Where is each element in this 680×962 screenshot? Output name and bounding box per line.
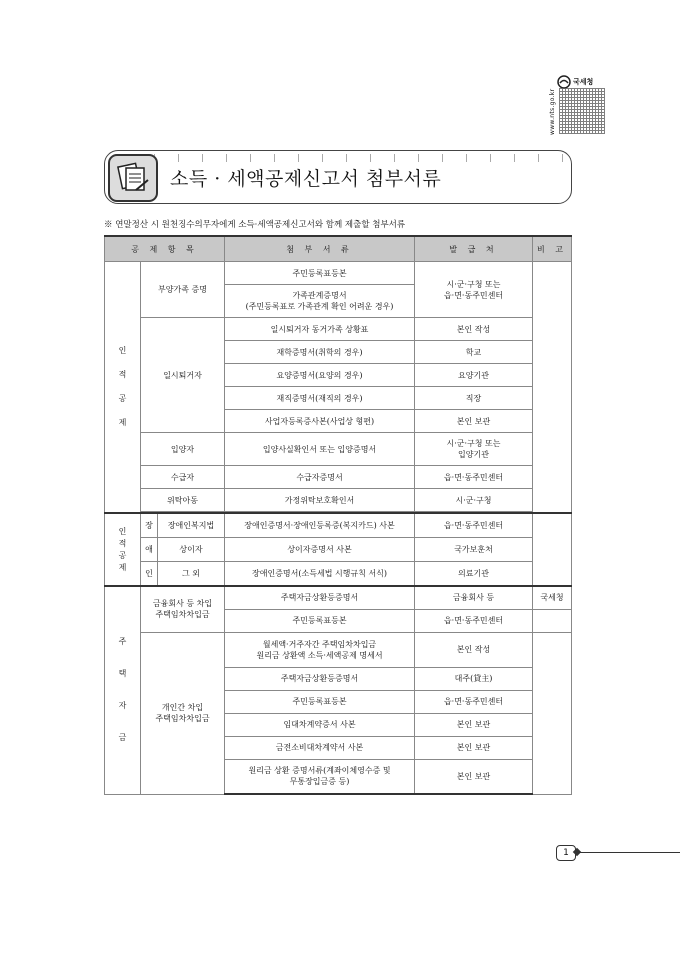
dependent-proof-label: 부양가족 증명 <box>141 262 225 318</box>
issuer-cell: 의료기관 <box>415 562 533 587</box>
header-deduction-item: 공 제 항 목 <box>105 236 225 262</box>
header-remarks: 비 고 <box>533 236 572 262</box>
doc-cell: 입양사실확인서 또는 입양증명서 <box>225 433 415 466</box>
doc-cell: 임대차계약증서 사본 <box>225 713 415 736</box>
doc-cell: 주택자금상환등증명서 <box>225 667 415 690</box>
remarks-cell <box>533 262 572 514</box>
documents-icon <box>108 154 158 202</box>
issuer-cell: 대주(貸主) <box>415 667 533 690</box>
qr-code <box>559 88 605 134</box>
page-rule <box>575 852 680 853</box>
disabled-group-cell: 인 그 외 <box>141 562 225 587</box>
doc-cell: 일시퇴거자 동거가족 상황표 <box>225 318 415 341</box>
table-row <box>105 262 572 285</box>
disabled-type-label: 상이자 <box>179 545 203 554</box>
doc-cell: 주민등록표등본 <box>225 262 415 285</box>
issuer-cell: 본인 작성 <box>415 318 533 341</box>
nts-logo <box>548 75 608 137</box>
individual-loan-label: 개인간 차입 주택임차차입금 <box>141 632 225 794</box>
issuer-cell: 읍·면·동주민센터 <box>415 466 533 489</box>
page-title: 소득 · 세액공제신고서 첨부서류 <box>170 168 442 190</box>
remarks-cell: 국세청 <box>533 586 572 609</box>
table-row <box>105 318 572 341</box>
section-personal-deduction-2: 인 적 공 제 <box>105 513 141 586</box>
disabled-group-label: 장 <box>141 514 158 537</box>
recipient-label: 수급자 <box>141 466 225 489</box>
logo-brand: 국세청 <box>573 78 594 86</box>
section-personal-deduction: 인 적 공 제 <box>105 262 141 514</box>
remarks-cell <box>533 609 572 632</box>
table-row <box>105 433 572 466</box>
doc-cell: 재직증명서(재직의 경우) <box>225 387 415 410</box>
doc-cell: 금전소비대차계약서 사본 <box>225 736 415 759</box>
remarks-cell <box>533 513 572 586</box>
issuer-cell: 직장 <box>415 387 533 410</box>
table-row <box>105 513 572 538</box>
header-issuer: 발 급 처 <box>415 236 533 262</box>
doc-cell: 원리금 상환 증명서류(계좌이체영수증 및 무통장입금증 등) <box>225 759 415 794</box>
doc-cell: 주민등록표등본 <box>225 690 415 713</box>
doc-cell: 수급자증명서 <box>225 466 415 489</box>
foster-child-label: 위탁아동 <box>141 489 225 512</box>
table-row <box>105 632 572 667</box>
doc-cell: 재학증명서(취학의 경우) <box>225 341 415 364</box>
table-row <box>105 562 572 587</box>
issuer-cell: 시·군·구청 <box>415 489 533 512</box>
emblem-icon <box>557 75 571 89</box>
doc-cell: 가족관계증명서 (주민등록표로 가족관계 확인 어려운 경우) <box>225 285 415 318</box>
issuer-cell: 본인 보관 <box>415 759 533 794</box>
adoptee-label: 입양자 <box>141 433 225 466</box>
page-number: 1 <box>556 845 576 861</box>
issuer-cell: 본인 작성 <box>415 632 533 667</box>
doc-cell: 월세액·거주자간 주택임차차입금 원리금 상환액 소득·세액공제 명세서 <box>225 632 415 667</box>
doc-cell: 사업자등록증사본(사업상 형편) <box>225 410 415 433</box>
issuer-cell: 읍·면·동주민센터 <box>415 513 533 538</box>
doc-cell: 장애인증명서·장애인등록증(복지카드) 사본 <box>225 513 415 538</box>
issuer-cell: 금융회사 등 <box>415 586 533 609</box>
header-documents: 첨 부 서 류 <box>225 236 415 262</box>
disabled-group-cell: 애 상이자 <box>141 538 225 562</box>
doc-cell: 장애인증명서(소득세법 시행규칙 서식) <box>225 562 415 587</box>
issuer-cell: 학교 <box>415 341 533 364</box>
table-row <box>105 489 572 512</box>
issuer-cell: 시·군·구청 또는 읍·면·동주민센터 <box>415 262 533 318</box>
issuer-cell: 국가보훈처 <box>415 538 533 562</box>
issuer-cell: 읍·면·동주민센터 <box>415 609 533 632</box>
disabled-group-cell <box>141 513 225 538</box>
section-housing-funds: 주 택 자 금 <box>105 586 141 794</box>
issuer-cell: 본인 보관 <box>415 736 533 759</box>
issuer-cell: 시·군·구청 또는 입양기관 <box>415 433 533 466</box>
banner-ruler <box>154 154 564 162</box>
finance-loan-label: 금융회사 등 차입 주택임차차입금 <box>141 586 225 632</box>
doc-cell: 주민등록표등본 <box>225 609 415 632</box>
logo-side-text: www.nts.go.kr <box>549 88 556 135</box>
table-row <box>105 538 572 562</box>
doc-cell: 요양증명서(요양의 경우) <box>225 364 415 387</box>
intro-note: ※ 연말정산 시 원천징수의무자에게 소득·세액공제신고서와 함께 제출할 첨부서류 <box>104 220 406 230</box>
doc-cell: 상이자증명서 사본 <box>225 538 415 562</box>
title-banner <box>104 150 572 204</box>
issuer-cell: 본인 보관 <box>415 713 533 736</box>
issuer-cell: 본인 보관 <box>415 410 533 433</box>
disabled-type-label: 그 외 <box>182 569 200 578</box>
issuer-cell: 요양기관 <box>415 364 533 387</box>
table-row <box>105 466 572 489</box>
temp-relocated-label: 일시퇴거자 <box>141 318 225 433</box>
issuer-cell: 읍·면·동주민센터 <box>415 690 533 713</box>
table-row <box>105 586 572 609</box>
disabled-type-label: 장애인복지법 <box>167 521 215 530</box>
doc-cell: 주택자금상환등증명서 <box>225 586 415 609</box>
remarks-cell <box>533 632 572 794</box>
attachment-table <box>104 235 572 795</box>
doc-cell: 가정위탁보호확인서 <box>225 489 415 512</box>
table-header-row <box>105 236 572 262</box>
